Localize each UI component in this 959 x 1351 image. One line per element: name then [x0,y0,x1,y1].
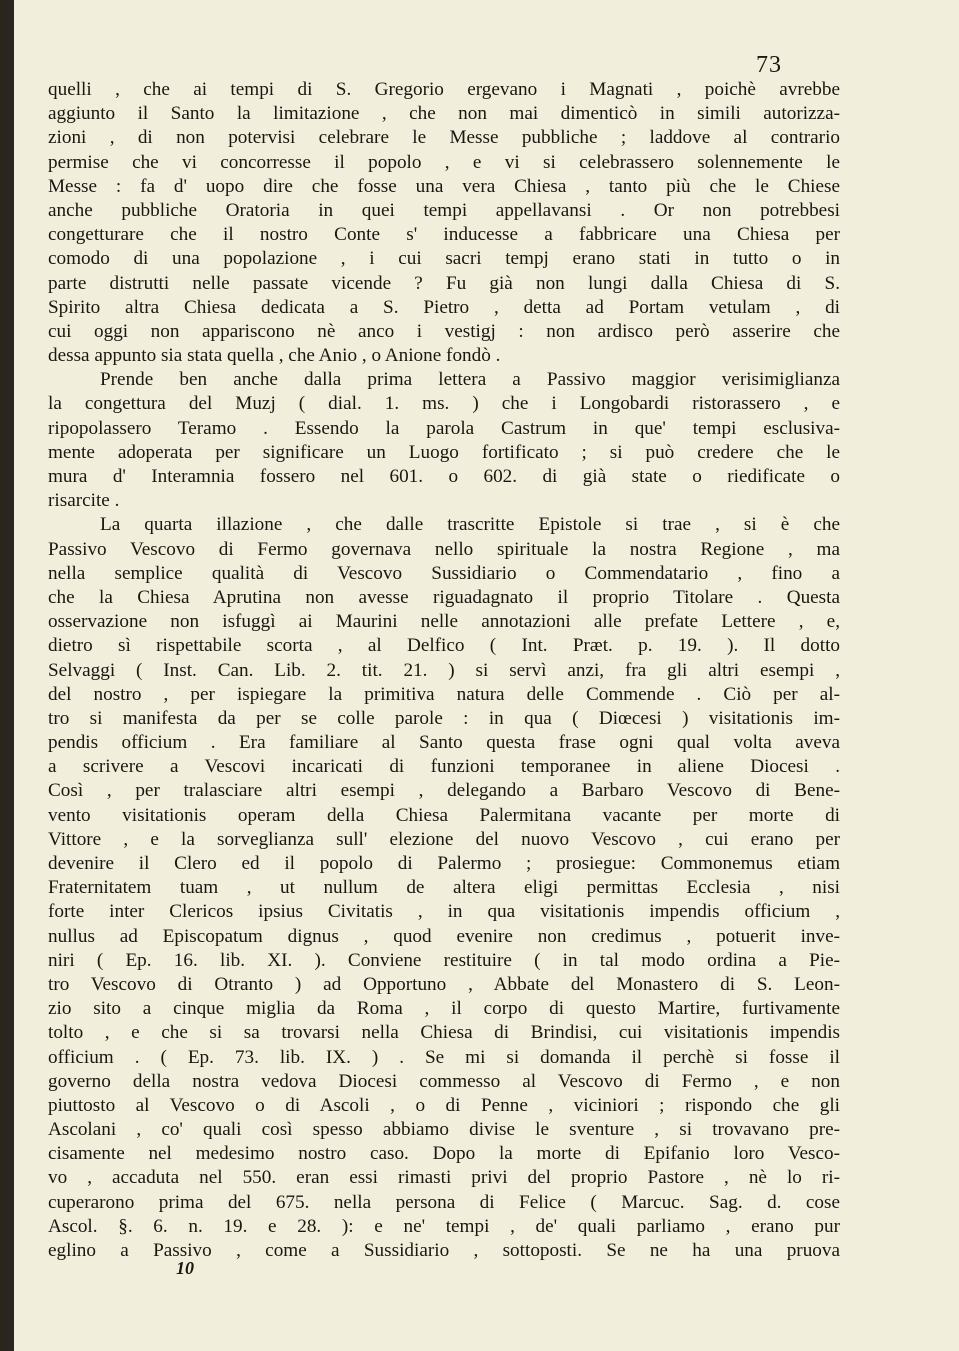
text-line: Vittore , e la sorveglianza sull' elezione del nuovo Vescovo , cui erano per [48,828,840,850]
text-line: osservazione non isfuggì ai Maurini nelle annotazioni alle prefate Lettere , e, [48,611,840,633]
paragraph-start-line: Prende ben anche dalla prima lettera a Passivo maggior verisimiglianza [100,369,840,391]
paragraph-start-line: La quarta illazione , che dalle trascritte Epistole si trae , si è che [100,514,840,536]
text-line: che la Chiesa Aprutina non avesse riguadagnato il proprio Titolare . Questa [48,586,840,608]
text-line: eglino a Passivo , come a Sussidiario , sottoposti. Se ne ha una pruova [48,1240,840,1261]
text-line: la congettura del Muzj ( dial. 1. ms. ) che i Longobardi ristorassero , e [48,393,840,415]
text-line: del nostro , per ispiegare la primitiva natura delle Commende . Ciò per al- [48,683,840,705]
text-line: mura d' Interamnia fossero nel 601. o 602. di già state o riedificate o [48,466,840,487]
text-line: nullus ad Episcopatum dignus , quod evenire non credimus , potuerit inve- [48,925,840,947]
text-line: Spirito altra Chiesa dedicata a S. Pietro , detta ad Portam vetulam , di [48,296,840,318]
text-line: dietro sì rispettabile scorta , al Delfico ( Int. Præt. p. 19. ). Il dotto [48,635,840,657]
text-line: cuperarono prima del 675. nella persona di Felice ( Marcuc. Sag. d. cose [48,1191,840,1213]
text-line: Messe : fa d' uopo dire che fosse una vera Chiesa , tanto più che le Chiese [48,175,840,197]
text-line: piuttosto al Vescovo o di Ascoli , o di Penne , viciniori ; rispondo che gli [48,1094,840,1116]
text-line: anche pubbliche Oratoria in quei tempi appellavansi . Or non potrebbesi [48,199,840,221]
text-line: Selvaggi ( Inst. Can. Lib. 2. tit. 21. ) si servì anzi, fra gli altri esempi , [48,659,840,681]
text-line: a scrivere a Vescovi incaricati di funzioni temporanee in aliene Diocesi . [48,756,840,778]
text-line: dessa appunto sia stata quella , che Anio , o Anione fondò . [48,345,501,367]
text-line: parte distrutti nelle passate vicende ? Fu già non lungi dalla Chiesa di S. [48,272,840,294]
text-line: risarcite . [48,490,120,512]
text-line: permise che vi concorresse il popolo , e vi si celebrassero solennemente le [48,151,840,173]
text-line: nella semplice qualità di Vescovo Sussidiario o Commendatario , fino a [48,562,840,584]
text-line: Ascolani , co' quali così spesso abbiamo divise le sventure , si trovavano pre- [48,1119,840,1141]
text-line: tro Vescovo di Otranto ) ad Opportuno , Abbate del Monastero di S. Leon- [48,973,840,995]
text-line: tro si manifesta da per se colle parole : in qua ( Diœcesi ) visitationis im- [48,707,840,729]
text-line: mente adoperata per significare un Luogo fortificato ; si può credere che le [48,441,840,463]
text-line: Ascol. §. 6. n. 19. e 28. ): e ne' tempi , de' quali parliamo , erano pur [48,1215,840,1237]
text-line: zio sito a cinque miglia da Roma , il corpo di questo Martire, furtivamente [48,998,840,1020]
text-line: ripopolassero Teramo . Essendo la parola Castrum in que' tempi esclusiva- [48,417,840,439]
text-line: comodo di una popolazione , i cui sacri tempj erano stati in tutto o in [48,248,840,270]
body-text [48,78,840,1263]
text-line: congetturare che il nostro Conte s' inducesse a fabbricare una Chiesa per [48,224,840,246]
text-line: Passivo Vescovo di Fermo governava nello spirituale la nostra Regione , ma [48,538,840,560]
text-line: cisamente nel medesimo nostro caso. Dopo la morte di Epifanio loro Vesco- [48,1143,840,1165]
text-line: forte inter Clericos ipsius Civitatis , in qua visitationis impendis officium , [48,901,840,923]
signature-mark: 10 [176,1258,194,1278]
text-line: quelli , che ai tempi di S. Gregorio ergevano i Magnati , poichè avrebbe [48,79,840,100]
text-line: Fraternitatem tuam , ut nullum de altera eligi permittas Ecclesia , nisi [48,877,840,899]
text-line: aggiunto il Santo la limitazione , che non mai dimenticò in simili autorizza- [48,103,840,125]
text-line: tolto , e che si sa trovarsi nella Chiesa di Brindisi, cui visitationis impendis [48,1022,840,1044]
text-line: governo della nostra vedova Diocesi commesso al Vescovo di Fermo , e non [48,1070,840,1092]
text-line: vento visitationis operam della Chiesa Palermitana vacante per morte di [48,804,840,826]
text-line: devenire il Clero ed il popolo di Palermo ; prosiegue: Commonemus etiam [48,853,840,874]
page-number: 73 [756,52,782,78]
text-line: niri ( Ep. 16. lib. XI. ). Conviene restituire ( in tal modo ordina a Pie- [48,949,840,971]
text-line: vo , accaduta nel 550. eran essi rimasti privi del proprio Pastore , nè lo ri- [48,1167,840,1189]
text-line: officium . ( Ep. 73. lib. IX. ) . Se mi si domanda il perchè si fosse il [48,1046,840,1068]
text-line: Così , per tralasciare altri esempi , delegando a Barbaro Vescovo di Bene- [48,780,840,802]
text-line: zioni , di non potervisi celebrare le Messe pubbliche ; laddove al contrario [48,127,840,149]
text-line: cui oggi non appariscono nè anco i vestigj : non ardisco però asserire che [48,320,840,342]
text-line: pendis officium . Era familiare al Santo questa frase ogni qual volta aveva [48,732,840,754]
